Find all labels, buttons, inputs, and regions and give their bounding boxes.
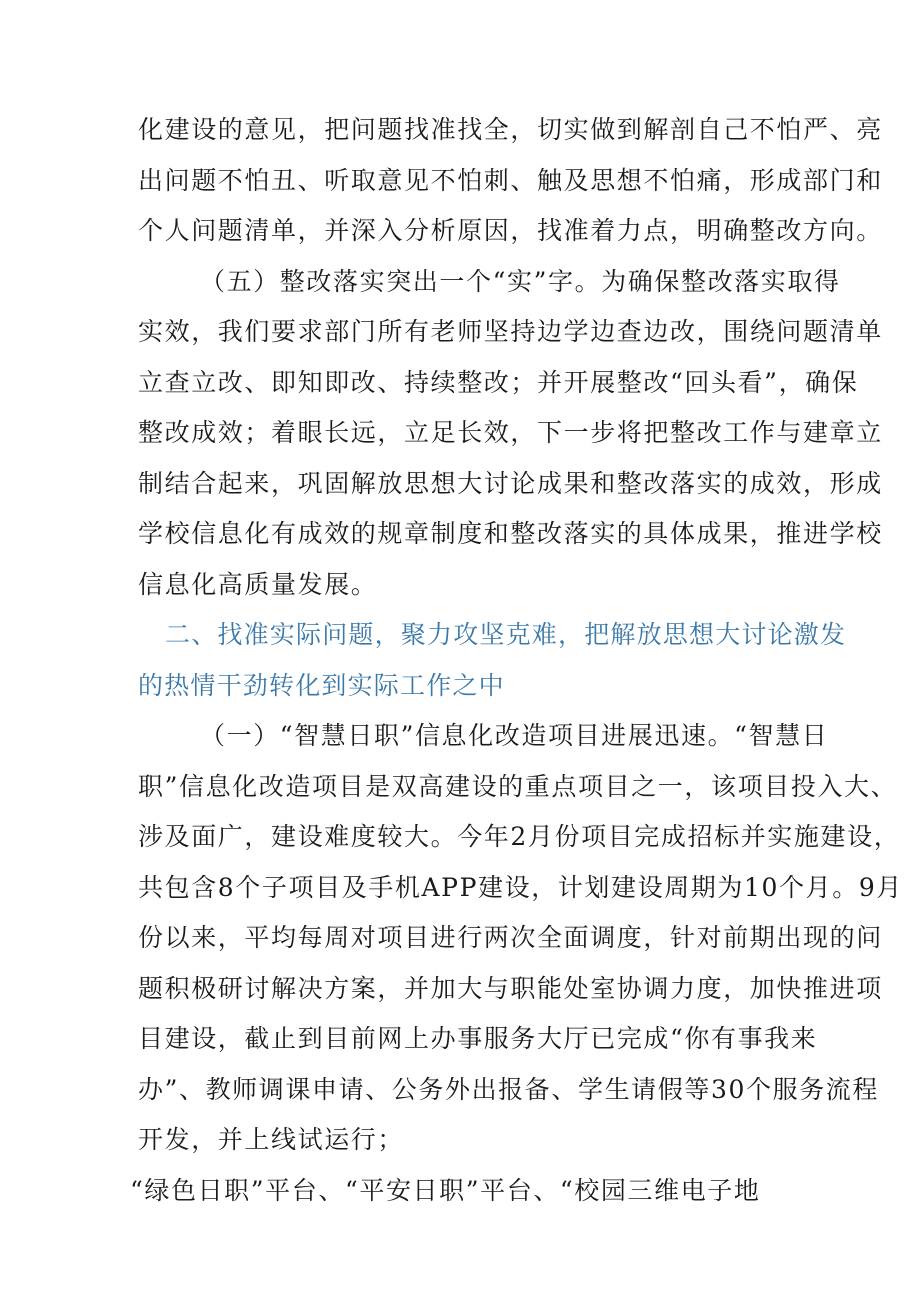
paragraph-line: 信息化高质量发展。 (138, 570, 378, 599)
paragraph-line: 份以来，平均每周对项目进行两次全面调度，针对前期出现的问 (138, 923, 883, 952)
paragraph-line: 职”信息化改造项目是双高建设的重点项目之一，该项目投入大、 (138, 772, 898, 801)
paragraph-line: 实效，我们要求部门所有老师坚持边学边查边改，围绕问题清单 (138, 317, 883, 346)
paragraph-line: 目建设，截止到目前网上办事服务大厅已完成“你有事我来 (138, 1024, 818, 1053)
paragraph-line: 学校信息化有成效的规章制度和整改落实的具体成果，推进学校 (138, 519, 883, 548)
section-heading-line: 二、找准实际问题，聚力攻坚克难，把解放思想大讨论激发 (165, 620, 847, 649)
section-heading-line: 的热情干劲转化到实际工作之中 (138, 671, 505, 700)
paragraph-line: 出问题不怕丑、听取意见不怕刺、触及思想不怕痛，形成部门和 (138, 166, 883, 195)
paragraph-line: （一）“智慧日职”信息化改造项目进展迅速。“智慧日 (200, 721, 829, 750)
paragraph-line: 立查立改、即知即改、持续整改；并开展整改“回头看”，确保 (138, 368, 859, 397)
paragraph-line: “绿色日职”平台、“平安日职”平台、“校园三维电子地 (130, 1176, 761, 1205)
paragraph-line: 开发，并上线试运行； (138, 1125, 405, 1154)
paragraph-line: 整改成效；着眼长远，立足长效，下一步将把整改工作与建章立 (138, 418, 883, 447)
paragraph-line: 涉及面广，建设难度较大。今年2月份项目完成招标并实施建设， (138, 822, 901, 851)
paragraph-line: 个人问题清单，并深入分析原因，找准着力点，明确整改方向。 (138, 216, 883, 245)
paragraph-line: 制结合起来，巩固解放思想大讨论成果和整改落实的成效，形成 (138, 469, 883, 498)
paragraph-line: 题积极研讨解决方案，并加大与职能处室协调力度，加快推进项 (138, 974, 883, 1003)
paragraph-line: 化建设的意见，把问题找准找全，切实做到解剖自己不怕严、亮 (138, 115, 883, 144)
paragraph-line: 办”、教师调课申请、公务外出报备、学生请假等30个服务流程 (138, 1075, 879, 1104)
paragraph-line: （五）整改落实突出一个“实”字。为确保整改落实取得 (200, 267, 841, 296)
paragraph-line: 共包含8个子项目及手机APP建设，计划建设周期为10个月。9月 (138, 873, 903, 902)
